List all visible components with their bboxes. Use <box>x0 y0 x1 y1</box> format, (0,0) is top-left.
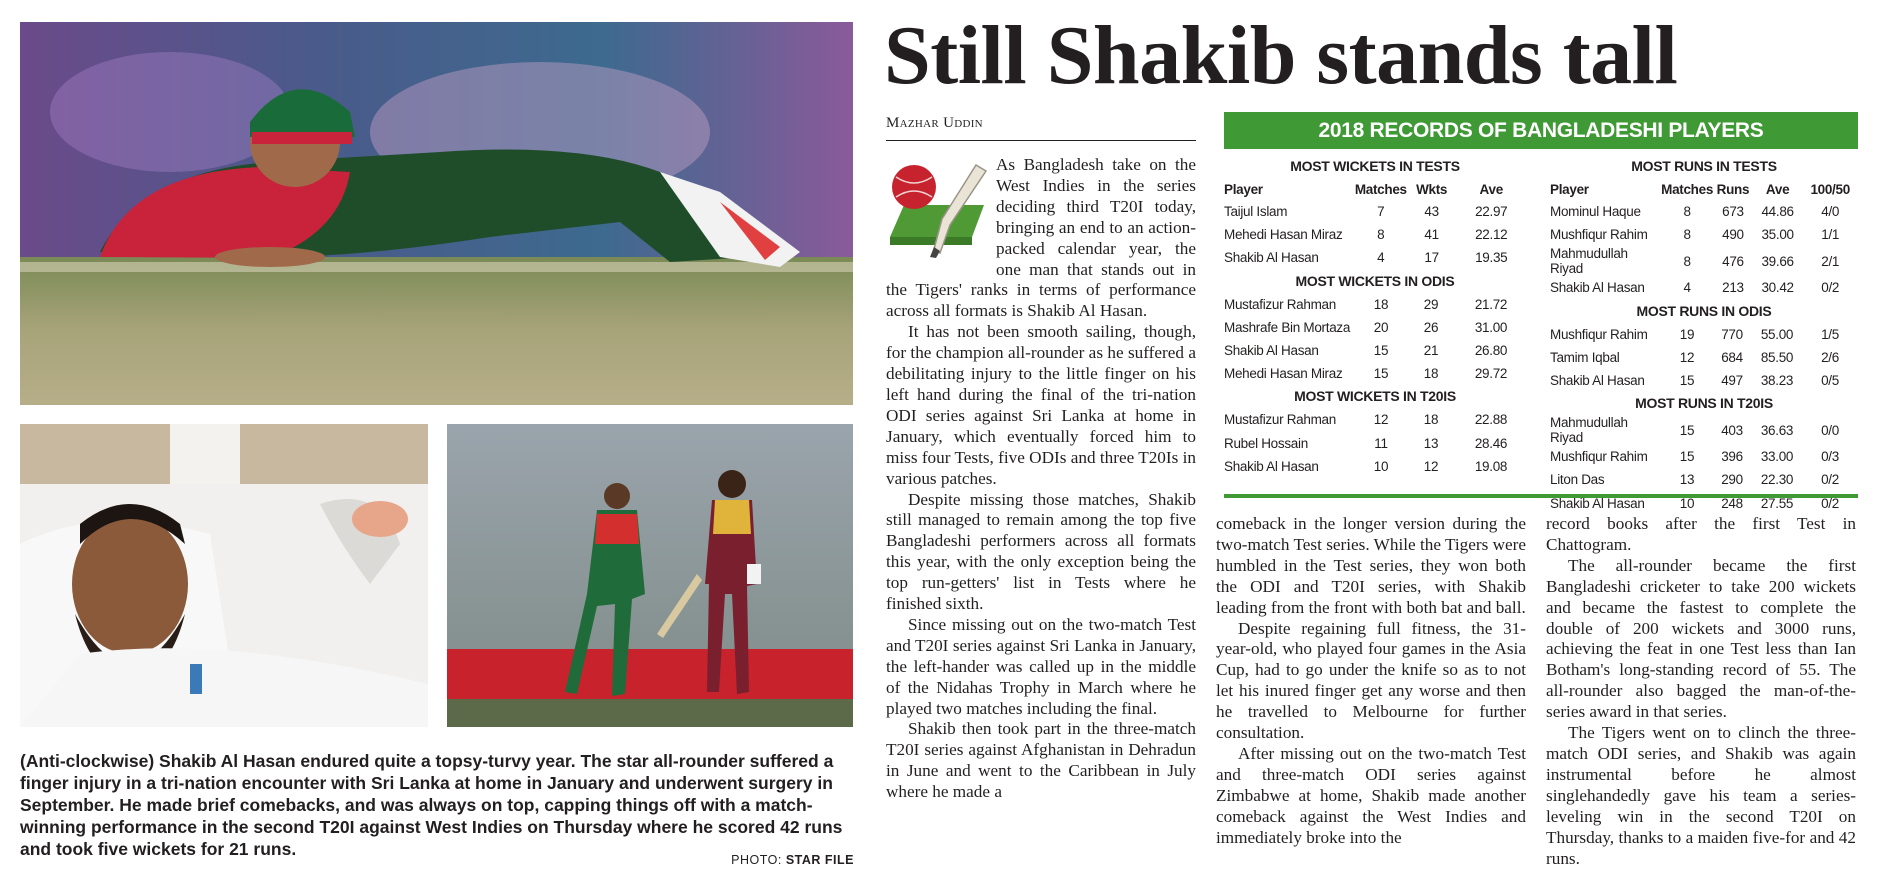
stats-table <box>1550 323 1858 393</box>
stats-banner: 2018 RECORDS OF BANGLADESHI PLAYERS <box>1224 112 1858 149</box>
byline: Mazhar Uddin <box>886 115 1196 141</box>
stats-row <box>1224 455 1526 478</box>
stats-cell: 31.00 <box>1474 319 1508 335</box>
stats-cell: 8 <box>1683 204 1691 220</box>
stats-row <box>1550 276 1858 299</box>
stats-cell: Mehedi Hasan Miraz <box>1224 366 1343 382</box>
stats-cell: 29 <box>1423 296 1439 312</box>
stats-cell: 28.46 <box>1474 435 1508 451</box>
stats-section-title: MOST WICKETS IN ODIS <box>1295 272 1455 289</box>
stats-cell: 26 <box>1423 319 1439 335</box>
stats-cell: 8 <box>1377 227 1385 243</box>
stats-cell: 490 <box>1722 227 1744 243</box>
stats-cell: Liton Das <box>1550 472 1605 488</box>
stats-cell: 8 <box>1683 227 1691 243</box>
stats-cell: 30.42 <box>1761 280 1794 296</box>
stats-cell: 476 <box>1722 253 1744 269</box>
stats-cell: 22.88 <box>1474 412 1508 428</box>
stats-cell: Mushfiqur Rahim <box>1550 227 1648 243</box>
stats-cell: 396 <box>1721 449 1743 465</box>
stats-cell: 0/0 <box>1821 422 1839 438</box>
stats-cell: 0/5 <box>1821 373 1839 389</box>
stats-cell: 4 <box>1683 280 1691 296</box>
stats-section-title: MOST RUNS IN ODIS <box>1636 302 1772 319</box>
stats-cell: 10 <box>1373 458 1389 474</box>
stats-cell: Taijul Islam <box>1224 204 1288 220</box>
stats-row <box>1224 316 1526 339</box>
article-paragraph: Despite regaining full fitness, the 31-year-old, who played four games in the Asia Cup, had to go under the knife so as to not let his inured finger get any worse and then he travelled to Melbourne for further consultation. <box>1216 618 1526 743</box>
stats-cell: 15 <box>1679 449 1695 465</box>
stats-cell: 13 <box>1423 435 1439 451</box>
stats-cell: 11 <box>1374 435 1388 451</box>
stats-row <box>1224 200 1526 223</box>
stats-cell: 213 <box>1722 280 1744 296</box>
stats-row <box>1550 468 1858 491</box>
stats-cell: 29.72 <box>1474 366 1508 382</box>
stats-cell: 13 <box>1679 472 1695 488</box>
article-paragraph: As Bangladesh take on the West Indies in the series deciding third T20I today, bringing an end to an action-packed calendar year, the one man that stands out in the Tigers' ranks in terms of performance across all formats is Shakib Al Hasan. <box>886 155 1196 321</box>
stats-header-row <box>1224 178 1526 200</box>
stats-column-header: Player <box>1224 181 1263 197</box>
stats-cell: 18 <box>1423 412 1439 428</box>
stats-cell: 0/2 <box>1821 495 1839 511</box>
stats-cell: 12 <box>1679 349 1695 365</box>
stats-table <box>1224 408 1526 478</box>
article-paragraph: Since missing out on the two-match Test and T20I series against Sri Lanka in January, the left-hander was called up in the middle of the Nidahas Trophy in March where he played two matches including the final. <box>886 614 1196 718</box>
stats-cell: 12 <box>1423 458 1439 474</box>
stats-cell: 2/6 <box>1821 349 1839 365</box>
article-paragraph: The all-rounder became the first Bangladeshi cricketer to take 200 wickets and became the fastest to complete the double of 200 wickets and 3000 runs, achieving the feat in one Test less than Ian Botham's long-standing record of 55. The all-rounder also bagged the man-of-the-series award in that series. <box>1546 555 1856 722</box>
article-paragraph: Despite missing those matches, Shakib still managed to remain among the top five Bangladeshi performers across all formats this year, with the only exception being the top run-getters' list in Tests where he finished sixth. <box>886 489 1196 614</box>
cricket-ball-bat-icon <box>886 159 988 259</box>
stats-row <box>1224 293 1526 316</box>
stats-cell: 0/2 <box>1821 280 1840 296</box>
stats-section-title: MOST RUNS IN TESTS <box>1631 158 1777 174</box>
stats-cell: Mashrafe Bin Mortaza <box>1224 319 1351 335</box>
article-paragraph: It has not been smooth sailing, though, for the champion all-rounder as he suffered a debilitating injury to the little finger on his left hand during the final of the tri-nation ODI series against Sri Lanka at home in January, which eventually forced him to miss four Tests, five ODIs and three T20Is in various patches. <box>886 322 1196 488</box>
stats-column-header: Matches <box>1661 181 1714 197</box>
stats-cell: 85.50 <box>1760 349 1794 365</box>
stats-cell: 248 <box>1721 495 1743 511</box>
photo-shakib-hospital <box>20 424 428 727</box>
stats-cell: 7 <box>1377 204 1385 220</box>
stats-column-header: Ave <box>1765 181 1790 197</box>
stats-cell: 27.55 <box>1760 495 1794 511</box>
stats-table <box>1550 178 1858 300</box>
stats-cell: Mushfiqur Rahim <box>1550 326 1648 342</box>
stats-cell: 38.23 <box>1760 373 1794 389</box>
stats-section-title: MOST WICKETS IN T20IS <box>1294 388 1456 405</box>
stats-cell: 12 <box>1373 412 1389 428</box>
stats-cell: 18 <box>1373 296 1389 312</box>
stats-cell: Mominul Haque <box>1550 204 1641 220</box>
stats-cell: Mustafizur Rahman <box>1224 412 1336 428</box>
stats-section-title: MOST WICKETS IN TESTS <box>1290 158 1460 174</box>
stats-cell: 41 <box>1424 227 1439 243</box>
stats-row <box>1224 339 1526 362</box>
stats-cell: 18 <box>1423 366 1439 382</box>
stats-cell: 17 <box>1424 250 1439 266</box>
stats-cell: 22.30 <box>1760 472 1794 488</box>
headline: Still Shakib stands tall <box>884 9 1678 102</box>
article-paragraph: After missing out on the two-match Test and three-match ODI series against Zimbabwe at home, Shakib made another comeback against the West Indies and immediately broke into the <box>1216 743 1526 847</box>
stats-cell: 39.66 <box>1761 253 1794 269</box>
stats-cell: Mushfiqur Rahim <box>1550 449 1648 465</box>
stats-cell: 10 <box>1679 495 1695 511</box>
stats-cell: Shakib Al Hasan <box>1224 458 1319 474</box>
stats-column-header: Player <box>1550 181 1589 197</box>
stats-cell: 770 <box>1721 326 1743 342</box>
stats-column-header: Wkts <box>1416 181 1448 197</box>
stats-cell: 403 <box>1721 422 1743 438</box>
photo-credit-label: PHOTO: <box>731 853 782 867</box>
article-column-2 <box>1216 514 1526 849</box>
stats-row <box>1550 415 1858 445</box>
article-column-3 <box>1546 514 1856 869</box>
stats-column-header: Ave <box>1479 181 1503 197</box>
stats-cell: 1/1 <box>1821 227 1840 243</box>
article-paragraph: record books after the first Test in Chattogram. <box>1546 514 1856 554</box>
stats-cell: 35.00 <box>1761 227 1794 243</box>
stats-row <box>1550 323 1858 346</box>
stats-row <box>1550 200 1858 223</box>
stats-column-header: Matches <box>1354 181 1407 197</box>
stats-cell: Rubel Hossain <box>1224 435 1308 451</box>
stats-cell: 21 <box>1423 343 1439 359</box>
stats-cell: Mehedi Hasan Miraz <box>1224 227 1343 243</box>
stats-cell: Shakib Al Hasan <box>1224 250 1319 266</box>
stats-row <box>1224 362 1526 385</box>
stats-cell: 0/3 <box>1821 449 1839 465</box>
stats-row <box>1550 369 1858 392</box>
stats-cell: 290 <box>1721 472 1743 488</box>
stats-cell: 497 <box>1721 373 1743 389</box>
stats-column-header: 100/50 <box>1810 181 1850 197</box>
stats-cell: 19.08 <box>1474 458 1508 474</box>
stats-row <box>1550 445 1858 468</box>
stats-body <box>1224 149 1858 511</box>
stats-cell: 2/1 <box>1821 253 1840 269</box>
stats-cell: 15 <box>1679 422 1695 438</box>
stats-cell: 36.63 <box>1760 422 1794 438</box>
article-paragraph: The Tigers went on to clinch the three-match ODI series, and Shakib was again instrumental before he almost singlehandedly gave his team a series-leveling win in the second T20I on Thursday, thanks to a maiden five-for and 42 runs. <box>1546 723 1856 868</box>
stats-cell: 44.86 <box>1761 204 1794 220</box>
stats-row <box>1224 408 1526 431</box>
stats-cell: Mustafizur Rahman <box>1224 296 1336 312</box>
stats-cell: Mahmudullah Riyad <box>1550 246 1628 277</box>
records-stats-box <box>1224 112 1858 511</box>
stats-column-header: Runs <box>1716 181 1750 197</box>
stats-table <box>1224 293 1526 386</box>
photo-caption: (Anti-clockwise) Shakib Al Hasan endured quite a topsy-turvy year. The star all-rounder suffered a finger injury in a tri-nation encounter with Sri Lanka at home in January and underwent surgery in September. He made brief comebacks, and was always on top, capping things off with a match-winning performance in the second T20I against West Indies on Thursday where he scored 42 runs and took five wickets for 21 runs. <box>20 751 843 859</box>
stats-cell: Shakib Al Hasan <box>1550 373 1645 389</box>
stats-cell: 673 <box>1722 204 1744 220</box>
stats-cell: 1/5 <box>1821 326 1839 342</box>
stats-cell: Shakib Al Hasan <box>1550 280 1645 296</box>
runs-tables <box>1550 155 1858 515</box>
stats-row <box>1550 492 1858 515</box>
stats-cell: 22.97 <box>1475 204 1508 220</box>
photo-credit-source: STAR FILE <box>785 853 854 867</box>
article-paragraph: Shakib then took part in the three-match T20I series against Afghanistan in Dehradun in June and went to the Caribbean in July where he made a <box>886 719 1196 802</box>
stats-table <box>1550 415 1858 515</box>
stats-header-row <box>1550 178 1858 200</box>
stats-cell: Tamim Iqbal <box>1550 349 1620 365</box>
stats-row <box>1224 246 1526 269</box>
stats-cell: 15 <box>1679 373 1695 389</box>
stats-cell: 15 <box>1373 343 1389 359</box>
stats-cell: 19 <box>1679 326 1695 342</box>
stats-table <box>1224 178 1526 270</box>
stats-row <box>1224 432 1526 455</box>
stats-cell: 26.80 <box>1474 343 1508 359</box>
photo-credit <box>731 853 854 867</box>
photo-shakib-match <box>447 424 853 727</box>
wickets-tables <box>1224 155 1526 478</box>
stats-cell: 33.00 <box>1760 449 1794 465</box>
stats-cell: 19.35 <box>1475 250 1508 266</box>
stats-row <box>1550 246 1858 276</box>
stats-cell: 22.12 <box>1475 227 1508 243</box>
stats-cell: 684 <box>1721 349 1743 365</box>
article-column-1 <box>886 155 1196 803</box>
article-paragraph: comeback in the longer version during the two-match Test series. While the Tigers were humbled in the Test series, they won both the ODI and T20I series, with Shakib leading from the front with both bat and ball. <box>1216 514 1526 617</box>
stats-cell: 8 <box>1683 253 1691 269</box>
stats-section-title: MOST RUNS IN T20IS <box>1635 395 1773 412</box>
photo-shakib-diving <box>20 22 853 405</box>
stats-cell: 21.72 <box>1474 296 1508 312</box>
stats-cell: 4 <box>1377 250 1385 266</box>
stats-cell: 0/2 <box>1821 472 1839 488</box>
stats-cell: Shakib Al Hasan <box>1224 343 1319 359</box>
stats-cell: Mahmudullah Riyad <box>1550 415 1628 446</box>
stats-cell: 43 <box>1424 204 1439 220</box>
stats-cell: 55.00 <box>1760 326 1794 342</box>
stats-row <box>1550 223 1858 246</box>
stats-cell: 15 <box>1373 366 1389 382</box>
stats-cell: Shakib Al Hasan <box>1550 495 1645 511</box>
stats-row <box>1550 346 1858 369</box>
stats-cell: 20 <box>1373 319 1389 335</box>
stats-row <box>1224 223 1526 246</box>
stats-cell: 4/0 <box>1821 204 1840 220</box>
